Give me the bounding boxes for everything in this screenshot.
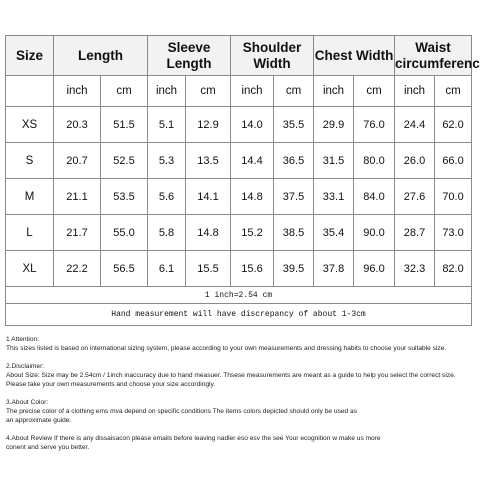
measurement-cell: 14.1 xyxy=(186,179,231,215)
measurement-cell: 15.6 xyxy=(231,251,274,287)
measurement-cell: 36.5 xyxy=(274,143,314,179)
unit-cell: cm xyxy=(354,76,395,107)
note-line: conent and serve you better. xyxy=(6,443,90,451)
measurement-cell: 15.2 xyxy=(231,215,274,251)
note-line: an approximate guide. xyxy=(6,416,72,424)
measurement-cell: 76.0 xyxy=(354,107,395,143)
measurement-cell: 52.5 xyxy=(101,143,148,179)
measurement-cell: 5.3 xyxy=(148,143,186,179)
measurement-cell: 80.0 xyxy=(354,143,395,179)
size-label: S xyxy=(6,143,54,179)
note-line: About Size: Size may be 2.54cm / 1inch inaccuracy due to hand measuer. Thsese measurements are meant as a guide to help you select the correct size. xyxy=(6,371,456,379)
unit-cell: cm xyxy=(101,76,148,107)
measurement-cell: 20.7 xyxy=(54,143,101,179)
measurement-cell: 21.1 xyxy=(54,179,101,215)
size-label: XS xyxy=(6,107,54,143)
measurement-cell: 14.0 xyxy=(231,107,274,143)
measurement-cell: 37.8 xyxy=(314,251,354,287)
unit-cell: inch xyxy=(148,76,186,107)
header-size: Size xyxy=(6,36,54,76)
measurement-cell: 38.5 xyxy=(274,215,314,251)
note-disclaimer xyxy=(6,363,476,389)
measurement-cell: 5.6 xyxy=(148,179,186,215)
measurement-cell: 51.5 xyxy=(101,107,148,143)
note-about-review xyxy=(6,435,476,453)
unit-cell: inch xyxy=(395,76,435,107)
measurement-cell: 84.0 xyxy=(354,179,395,215)
measurement-cell: 22.2 xyxy=(54,251,101,287)
measurement-cell: 56.5 xyxy=(101,251,148,287)
measurement-cell: 5.1 xyxy=(148,107,186,143)
measurement-cell: 26.0 xyxy=(395,143,435,179)
header-sleeve-length: Sleeve Length xyxy=(148,36,231,76)
measurement-cell: 90.0 xyxy=(354,215,395,251)
measurement-cell: 29.9 xyxy=(314,107,354,143)
measurement-cell: 73.0 xyxy=(435,215,472,251)
header-chest-width: Chest Width xyxy=(314,36,395,76)
note-line: 3.About Color: xyxy=(6,399,49,407)
measurement-cell: 15.5 xyxy=(186,251,231,287)
unit-cell-blank xyxy=(6,76,54,107)
unit-cell: cm xyxy=(186,76,231,107)
note-line: 1 Attention: xyxy=(6,336,39,343)
table-row xyxy=(6,251,472,287)
notes-section xyxy=(6,336,476,462)
measurement-cell: 35.4 xyxy=(314,215,354,251)
note-line: The precise color of a clothing ems mva depend on specific conditions The items colors depicted should only be used as xyxy=(6,407,358,415)
measurement-cell: 6.1 xyxy=(148,251,186,287)
measurement-cell: 14.8 xyxy=(186,215,231,251)
table-row xyxy=(6,179,472,215)
unit-cell: cm xyxy=(274,76,314,107)
measurement-cell: 14.4 xyxy=(231,143,274,179)
note-about-color xyxy=(6,399,476,425)
measurement-cell: 27.6 xyxy=(395,179,435,215)
size-chart-table xyxy=(5,35,480,326)
measurement-note-row xyxy=(6,304,472,326)
measurement-cell: 31.5 xyxy=(314,143,354,179)
measurement-cell: 82.0 xyxy=(435,251,472,287)
size-label: L xyxy=(6,215,54,251)
measurement-cell: 35.5 xyxy=(274,107,314,143)
measurement-cell: 5.8 xyxy=(148,215,186,251)
measurement-cell: 13.5 xyxy=(186,143,231,179)
table-row xyxy=(6,143,472,179)
unit-cell: inch xyxy=(314,76,354,107)
measurement-cell: 32.3 xyxy=(395,251,435,287)
measurement-cell: 21.7 xyxy=(54,215,101,251)
measurement-cell: 66.0 xyxy=(435,143,472,179)
measurement-cell: 96.0 xyxy=(354,251,395,287)
measurement-cell: 24.4 xyxy=(395,107,435,143)
header-length: Length xyxy=(54,36,148,76)
header-shoulder-width: Shoulder Width xyxy=(231,36,314,76)
conversion-note-row xyxy=(6,287,472,304)
note-line: 4.About Review If there is any dissaisacon please emails before leaving nadler eso esv the see Your ecognition w make us more xyxy=(6,435,381,443)
table-row xyxy=(6,215,472,251)
measurement-cell: 14.8 xyxy=(231,179,274,215)
note-line: Please take your own measurements and choose your size accordingly. xyxy=(6,380,216,388)
note-attention xyxy=(6,336,476,354)
unit-cell: inch xyxy=(231,76,274,107)
measurement-cell: 20.3 xyxy=(54,107,101,143)
measurement-cell: 53.5 xyxy=(101,179,148,215)
header-waist-circumference: Waist circumferenc xyxy=(395,36,472,76)
measurement-note: Hand measurement will have discrepancy of about 1-3cm xyxy=(6,304,472,326)
measurement-cell: 70.0 xyxy=(435,179,472,215)
note-line: 2.Disclaimer: xyxy=(6,363,45,371)
size-label: M xyxy=(6,179,54,215)
note-line: This sizes listed is based on international sizing system, please according to your own measurements and dressing habits to choose your suitable size. xyxy=(6,344,447,352)
measurement-cell: 12.9 xyxy=(186,107,231,143)
measurement-cell: 39.5 xyxy=(274,251,314,287)
measurement-cell: 55.0 xyxy=(101,215,148,251)
measurement-cell: 33.1 xyxy=(314,179,354,215)
size-label: XL xyxy=(6,251,54,287)
measurement-cell: 28.7 xyxy=(395,215,435,251)
measurement-cell: 37.5 xyxy=(274,179,314,215)
measurement-cell: 62.0 xyxy=(435,107,472,143)
unit-cell: cm xyxy=(435,76,472,107)
header-row xyxy=(6,36,472,76)
unit-cell: inch xyxy=(54,76,101,107)
conversion-note: 1 inch=2.54 cm xyxy=(6,287,472,304)
unit-row xyxy=(6,76,472,107)
table-row xyxy=(6,107,472,143)
